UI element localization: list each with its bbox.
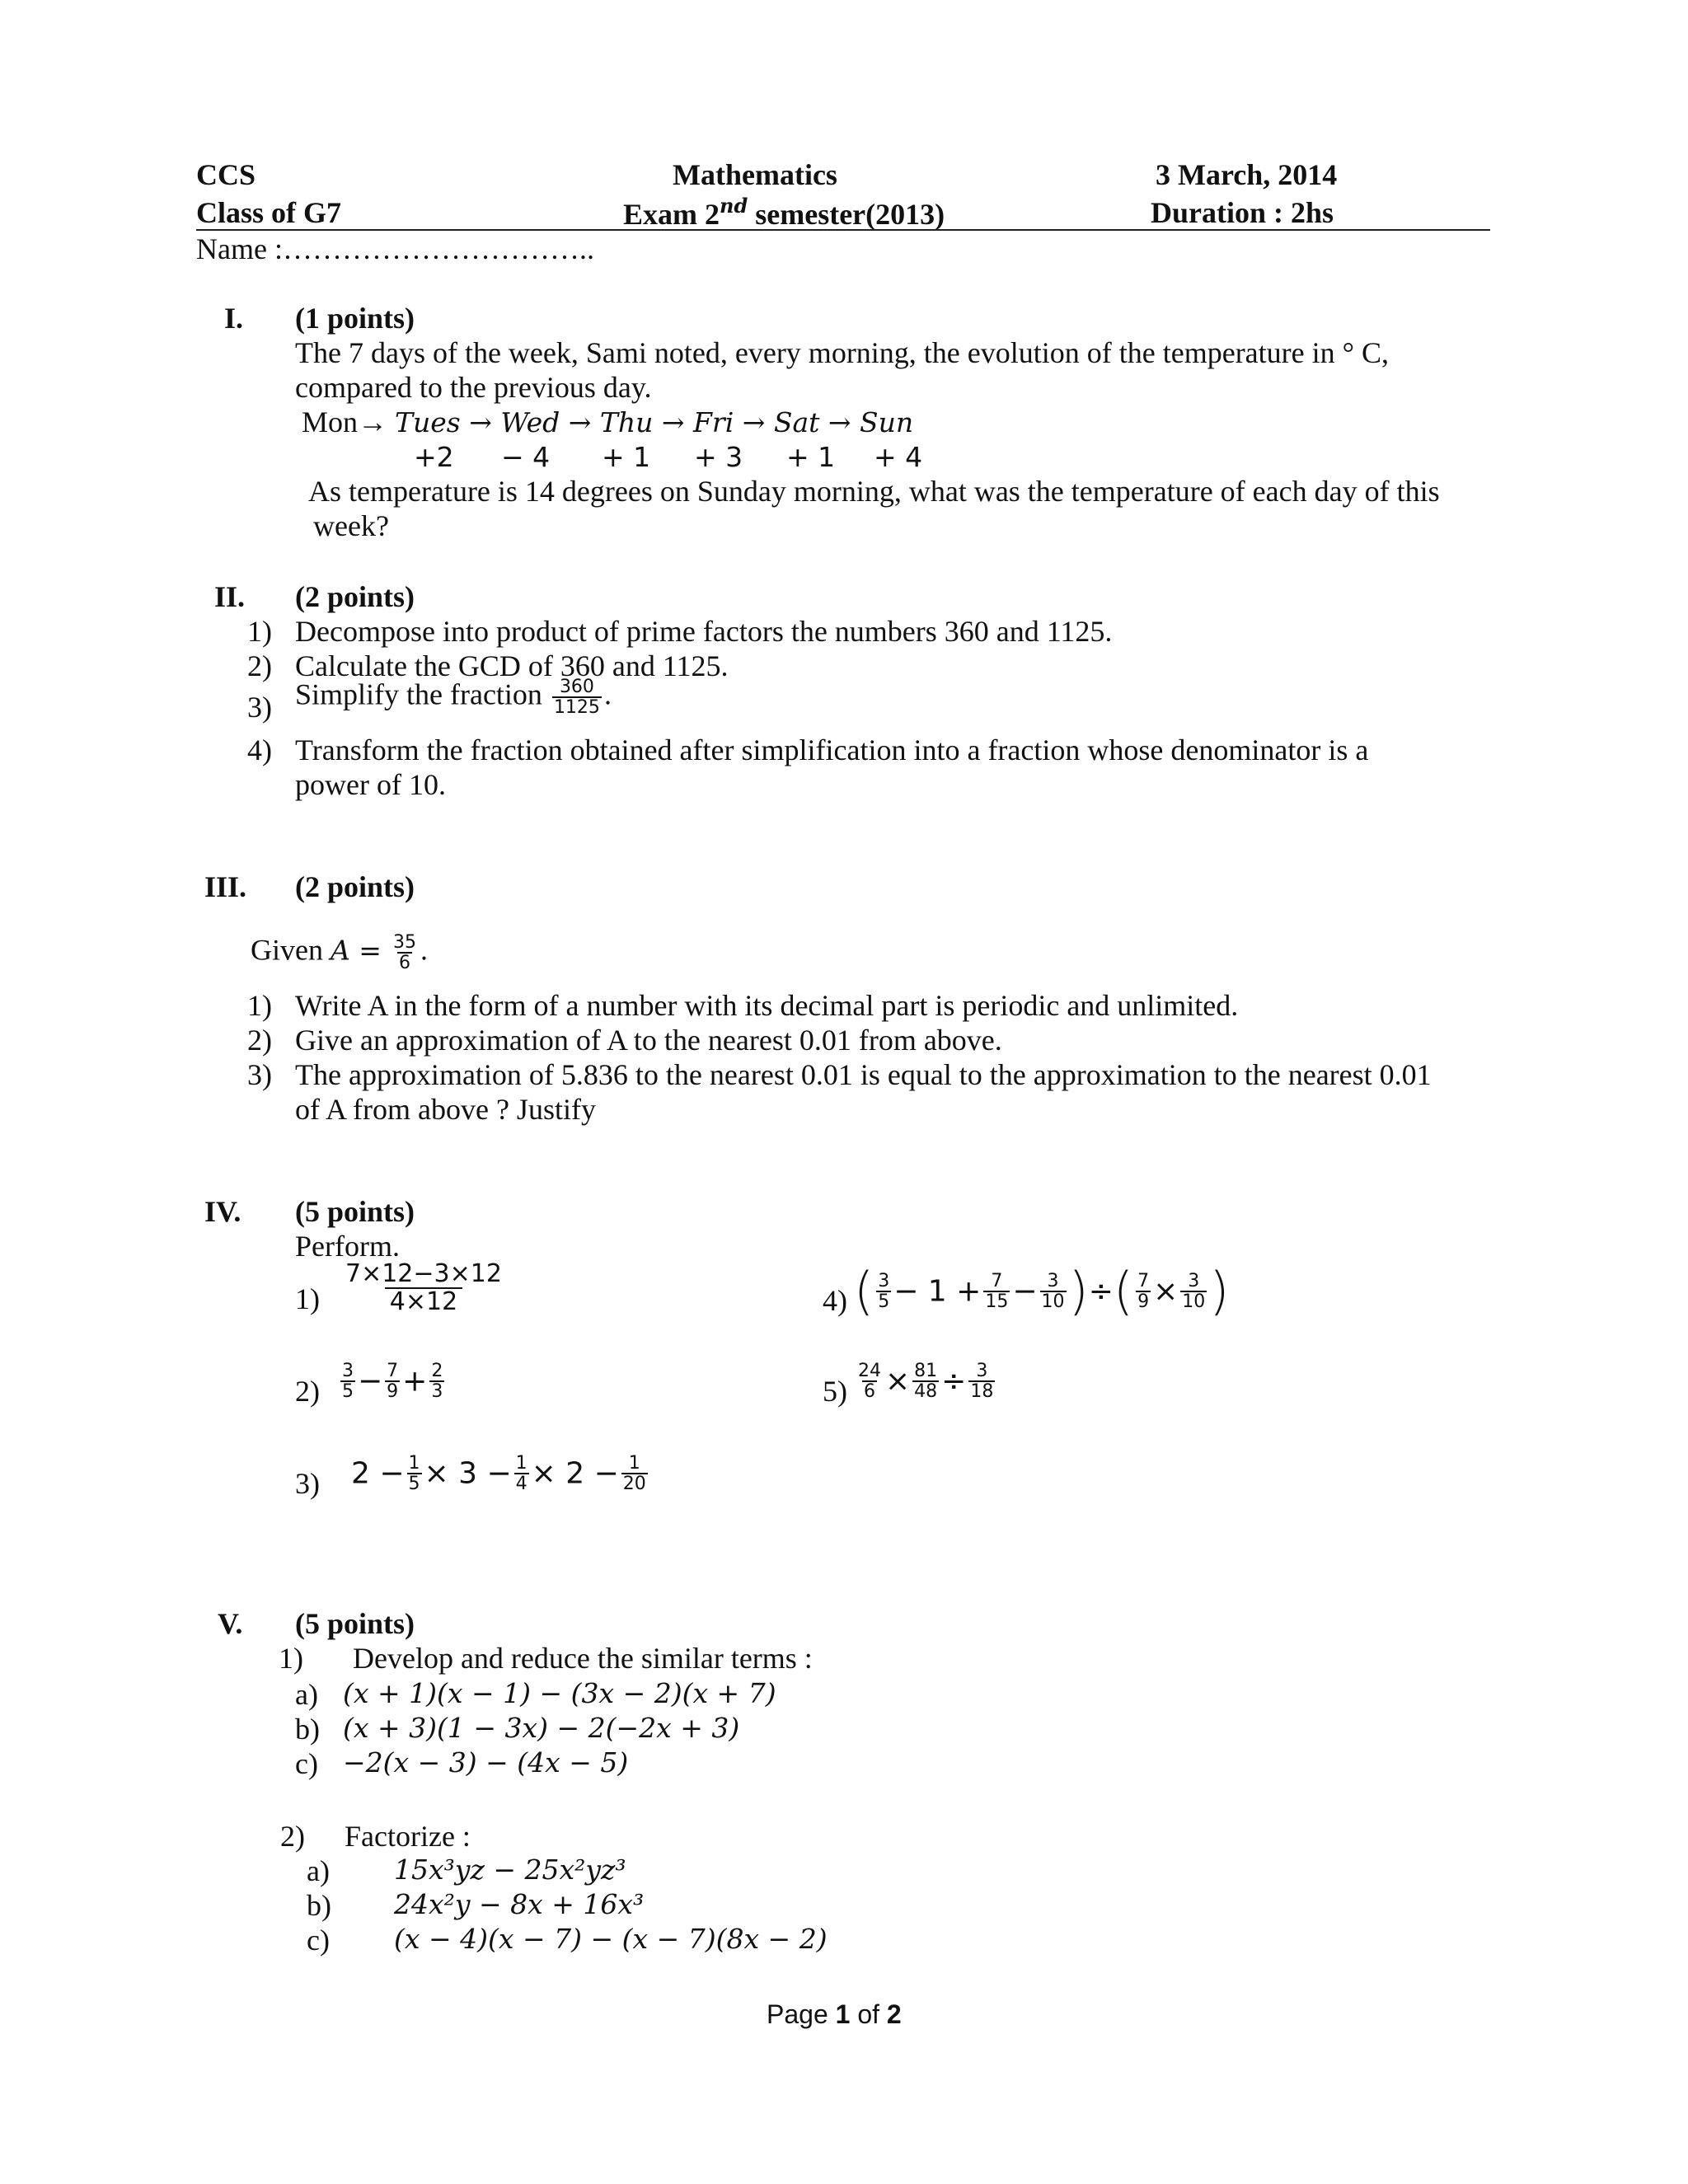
- q5-develop-a-label: a): [295, 1678, 318, 1711]
- q5-factor-c-expr: (x − 4)(x − 7) − (x − 7)(8x − 2): [394, 1923, 828, 1955]
- q1-text-line1: The 7 days of the week, Sami noted, every morning, the evolution of the temperature in ° C,: [295, 336, 1390, 369]
- q3-item2-text: Give an approximation of A to the nearest 0.01 from above.: [295, 1024, 1002, 1057]
- q2-item1-text: Decompose into product of prime factors the numbers 360 and 1125.: [295, 615, 1113, 648]
- name-field: Name :…………………………..: [196, 232, 594, 265]
- q5-number: V.: [218, 1607, 243, 1640]
- q5-part2-number: 2): [280, 1820, 305, 1853]
- q2-fraction: $\frac{360}{1125}$: [553, 677, 600, 719]
- q3-item3-number: 3): [247, 1058, 272, 1091]
- q5-part1-number: 1): [279, 1642, 303, 1675]
- subject-title: Mathematics: [673, 158, 837, 191]
- q5-develop-c-label: c): [295, 1747, 318, 1780]
- q1-text-line2: compared to the previous day.: [295, 371, 652, 404]
- q4-expr4: ( $\frac{3}{5}$ − 1 + $\frac{7}{15}$ − $\frac{3}{10}$ )÷( $\frac{7}{9}$ × $\frac{3}{10}$ ): [854, 1261, 1230, 1321]
- q4-expr5: $\frac{24}{6}$ × $\frac{81}{48}$ ÷ $\frac{3}{18}$: [858, 1361, 994, 1403]
- q5-develop-c-expr: −2(x − 3) − (4x − 5): [343, 1746, 629, 1779]
- q1-change-5: + 1: [786, 441, 836, 473]
- q4-expr3: 2 − $\frac{1}{5}$ × 3 − $\frac{1}{4}$ × 2 − $\frac{1}{20}$: [351, 1453, 646, 1495]
- q3-item1-text: Write A in the form of a number with its decimal part is periodic and unlimited.: [295, 989, 1239, 1022]
- q4-expr5-number: 5): [823, 1375, 847, 1408]
- q4-instruction: Perform.: [295, 1230, 400, 1263]
- q1-number: I.: [224, 302, 244, 335]
- q4-expr4-number: 4): [823, 1284, 847, 1317]
- q1-text-line3: As temperature is 14 degrees on Sunday morning, what was the temperature of each day of this: [308, 475, 1440, 508]
- q5-develop-a-expr: (x + 1)(x − 1) − (3x − 2)(x + 7): [343, 1677, 776, 1709]
- q5-factor-b-label: b): [307, 1889, 331, 1922]
- school-name: CCS: [196, 158, 256, 191]
- q1-points: (1 points): [295, 302, 415, 335]
- q2-item4-text-line2: power of 10.: [295, 768, 446, 801]
- q4-expr1: $\frac{7\times 12-3\times 12}{4\times 12}$: [345, 1259, 502, 1316]
- class-name: Class of G7: [196, 196, 342, 229]
- q5-develop-b-expr: (x + 3)(1 − 3x) − 2(−2x + 3): [343, 1712, 740, 1744]
- q2-item2-number: 2): [247, 649, 272, 682]
- q4-expr3-number: 3): [295, 1467, 320, 1500]
- q2-item4-text-line1: Transform the fraction obtained after simplification into a fraction whose denominator is a: [295, 733, 1369, 766]
- q1-days-sequence: Mon→ Tues → Wed → Thu → Fri → Sat → Sun: [302, 405, 914, 438]
- q1-change-6: + 4: [874, 441, 923, 473]
- q1-change-2: − 4: [501, 441, 551, 473]
- q1-change-1: +2: [414, 441, 454, 473]
- q3-item3-text-line2: of A from above ? Justify: [295, 1093, 596, 1126]
- q2-item3-text: Simplify the fraction $\frac{360}{1125}$ .: [295, 677, 612, 719]
- q2-item3-number: 3): [247, 691, 272, 724]
- q3-number: III.: [204, 870, 247, 903]
- q5-part2-text: Factorize :: [345, 1820, 471, 1853]
- header-divider: [196, 229, 1490, 231]
- q3-item3-text-line1: The approximation of 5.836 to the nearest 0.01 is equal to the approximation to the nearest 0.01: [295, 1058, 1432, 1091]
- q3-given: Given A = $\frac{35}{6}$ .: [251, 932, 428, 974]
- q5-factor-b-expr: 24x²y − 8x + 16x³: [394, 1888, 645, 1920]
- page-footer: Page 1 of 2: [767, 1999, 902, 2029]
- q1-text-line4: week?: [313, 509, 389, 542]
- q5-part1-text: Develop and reduce the similar terms :: [353, 1642, 813, 1675]
- q3-given-fraction: $\frac{35}{6}$: [392, 932, 416, 974]
- q3-item1-number: 1): [247, 989, 272, 1022]
- q1-change-4: + 3: [694, 441, 743, 473]
- q5-factor-a-expr: 15x³yz − 25x²yz³: [394, 1854, 626, 1886]
- q3-points: (2 points): [295, 870, 415, 903]
- q4-expr1-number: 1): [295, 1282, 320, 1315]
- q5-develop-b-label: b): [295, 1713, 320, 1746]
- q4-points: (5 points): [295, 1195, 415, 1228]
- q2-points: (2 points): [295, 580, 415, 613]
- q2-number: II.: [214, 580, 246, 613]
- exam-title: Exam 2nd semester(2013): [623, 194, 945, 231]
- q5-points: (5 points): [295, 1607, 415, 1640]
- q1-change-3: + 1: [602, 441, 651, 473]
- q4-expr2: $\frac{3}{5}$ − $\frac{7}{9}$ + $\frac{2}{3}$: [342, 1361, 443, 1403]
- q5-factor-c-label: c): [307, 1924, 330, 1957]
- q2-item4-number: 4): [247, 733, 272, 766]
- exam-duration: Duration : 2hs: [1151, 196, 1334, 229]
- q4-number: IV.: [204, 1195, 241, 1228]
- q3-item2-number: 2): [247, 1024, 272, 1057]
- q2-item1-number: 1): [247, 615, 272, 648]
- q5-factor-a-label: a): [307, 1854, 330, 1887]
- q2-item2-text: Calculate the GCD of 360 and 1125.: [295, 649, 729, 682]
- exam-date: 3 March, 2014: [1156, 158, 1338, 191]
- q4-expr2-number: 2): [295, 1375, 320, 1408]
